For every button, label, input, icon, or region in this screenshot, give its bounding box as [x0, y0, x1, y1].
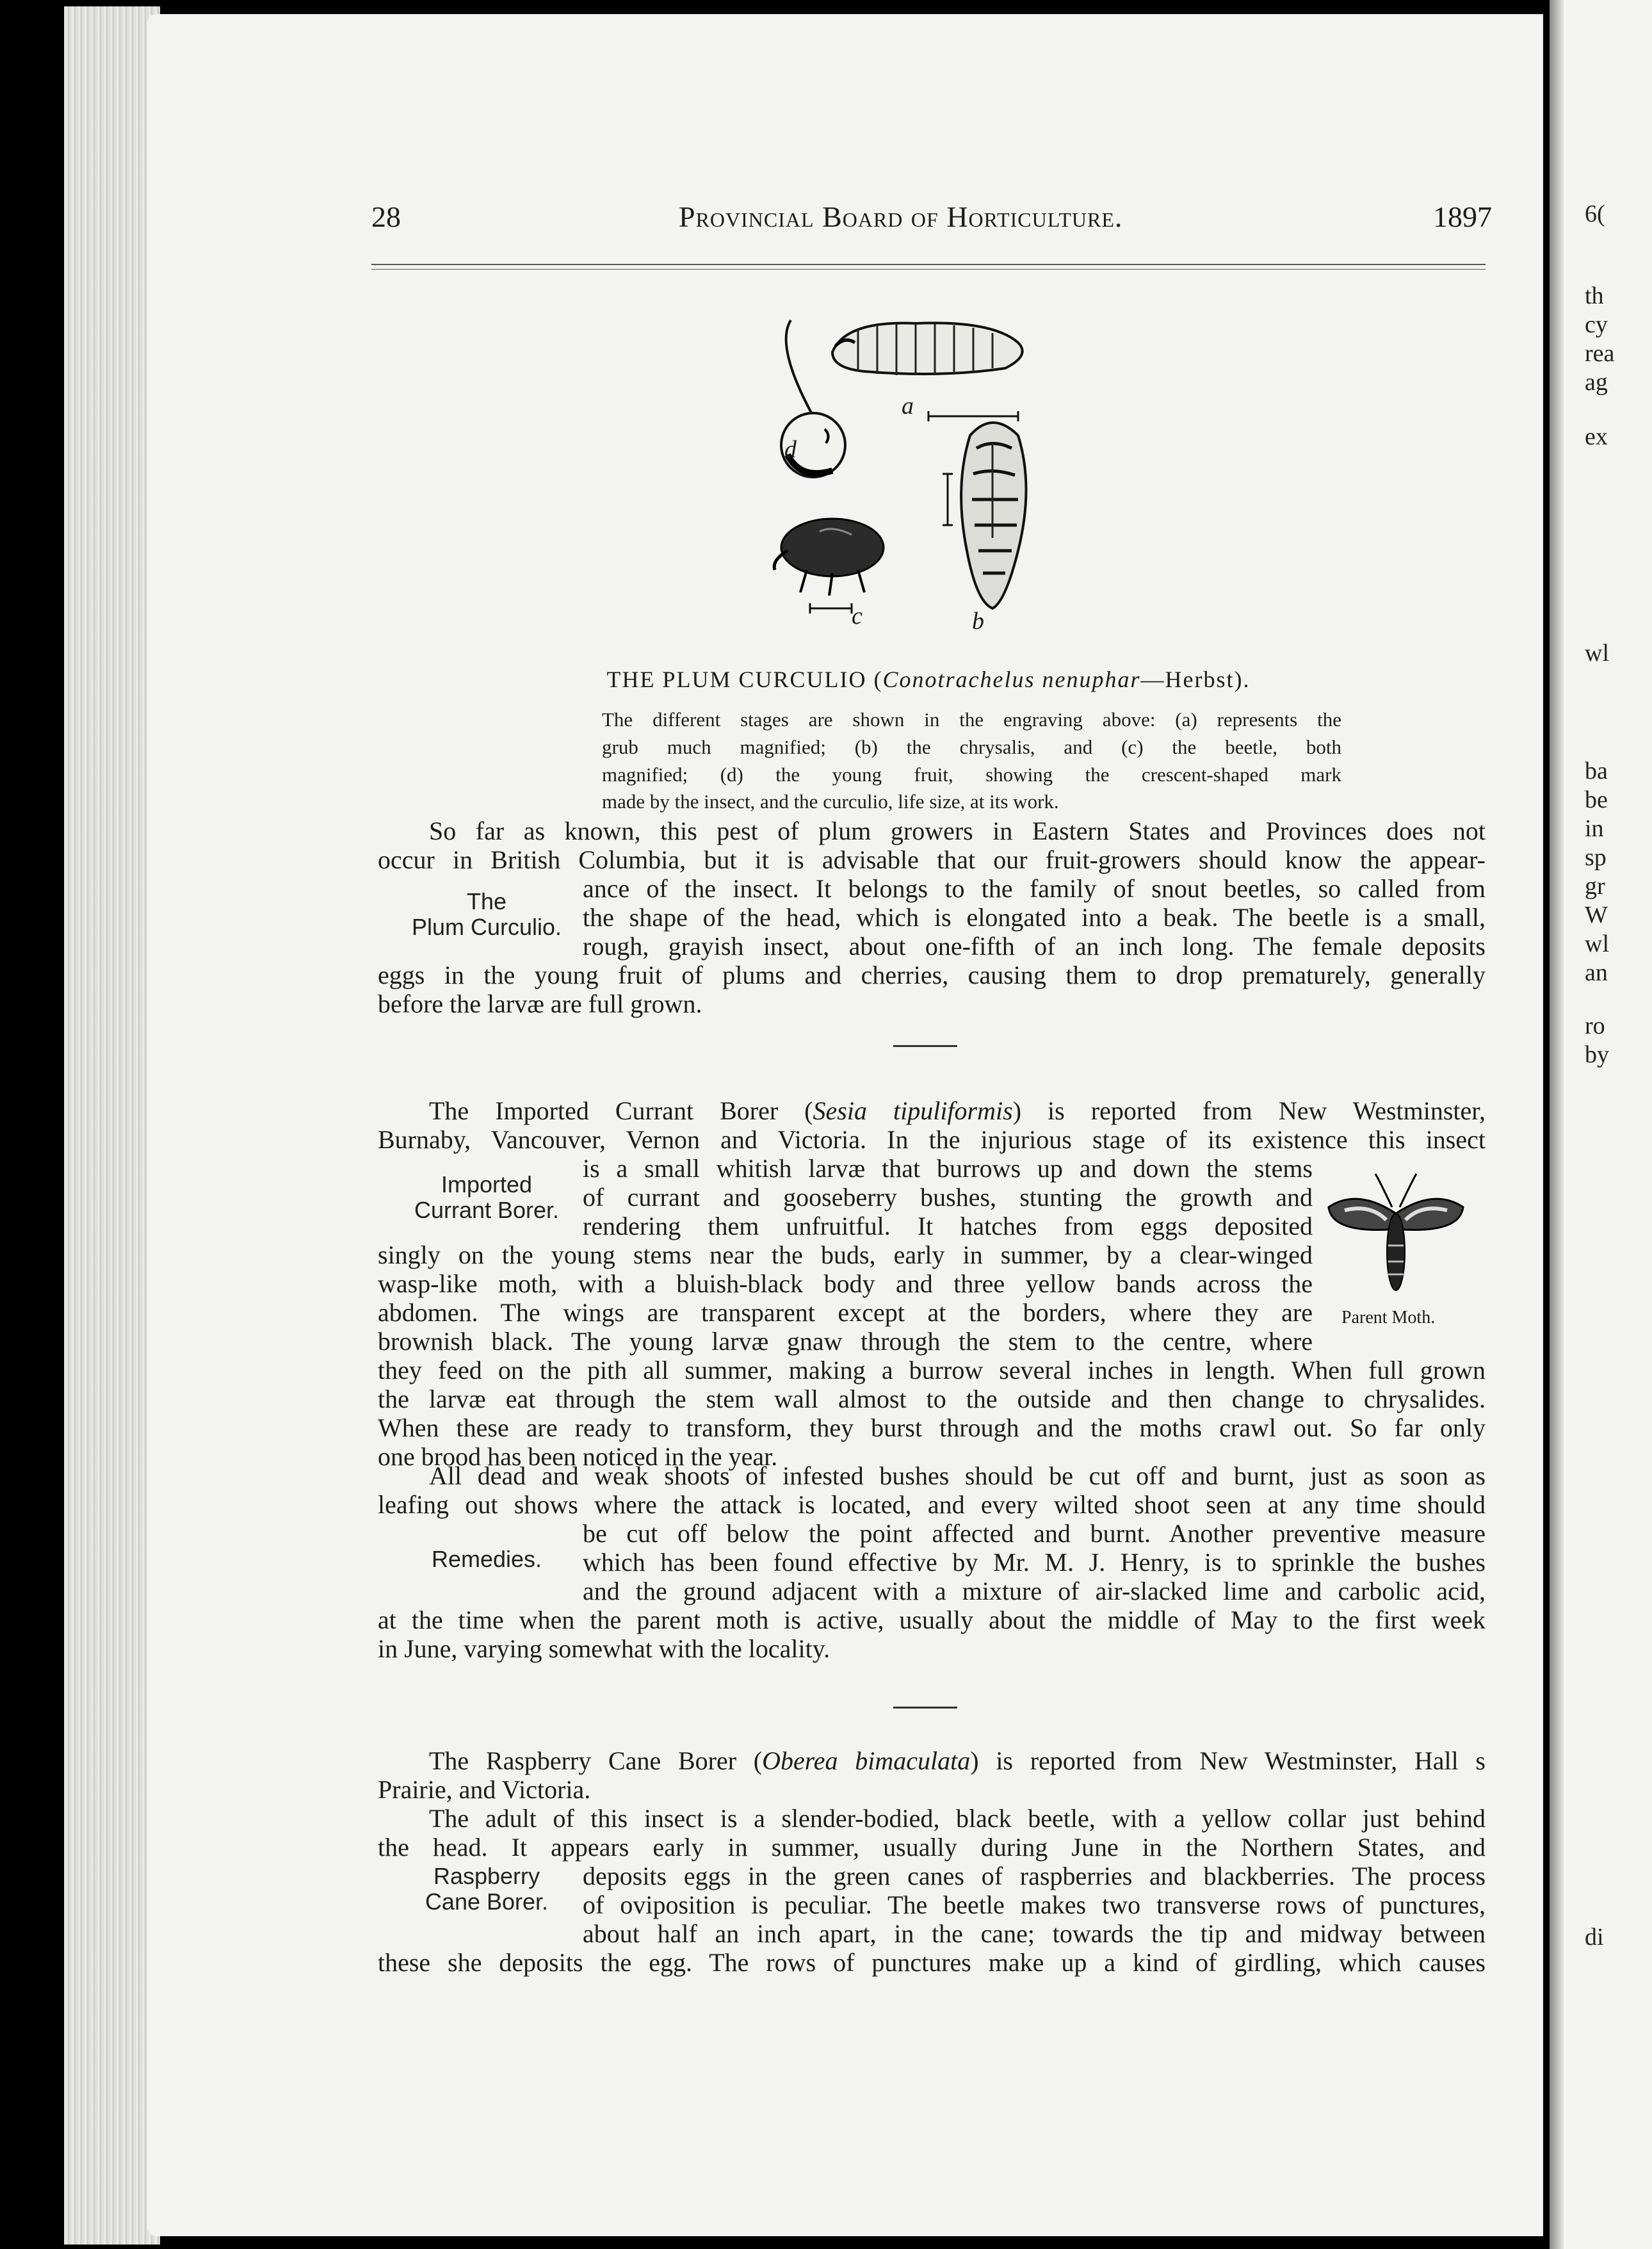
- facing-page-text: gr: [1585, 873, 1605, 900]
- species-name: Oberea bimaculata: [762, 1746, 971, 1775]
- side-heading-currant-borer: Imported Currant Borer.: [414, 1171, 560, 1223]
- currant-borer-paragraph: The Imported Currant Borer (Sesia tipuliformis) is reported from New Westminster, Burnaby, Vancouver, Vernon and Victoria. In the injurious stage of its existence this insect is a small whitish larvæ that burrows up and down the stems of currant and gooseberry bushes, stunting the growth and rendering them unfruitful. It hatches from eggs deposited singly on the young stems near the buds, early in summer, by a clear-winged wasp-like moth, with a bluish-black body and three yellow bands across the abdomen. The wings are transparent except at the borders, where they are brownish black. The young larvæ gnaw through the stem to the centre, where they feed on the pith all summer, making a burrow several inches in length. When full grown the larvæ eat through the stem wall almost to the outside and then change to chrysalides. When these are ready to transform, they burst through and the moths crawl out. So far only one brood has been noticed in the year.: [378, 1096, 1486, 1471]
- facing-page-text: ro: [1585, 1012, 1605, 1039]
- header-rule: [371, 269, 1486, 270]
- side-heading-plum-curculio: The Plum Curculio.: [411, 888, 562, 940]
- facing-page-text: ba: [1585, 758, 1608, 784]
- plum-curculio-paragraph: So far as known, this pest of plum growers in Eastern States and Provinces does not occur in British Columbia, but it is advisable that our fruit-growers should know the appear- ance of the insect. It belongs to the family of snout beetles, so called from the shape of the head, which is elongated into a beak. The beetle is a small, rough, grayish insect, about one-fifth of an inch long. The female deposits eggs in the young fruit of plums and cherries, causing them to drop prematurely, generally before the larvæ are full grown.: [378, 816, 1486, 1018]
- header-rule: [371, 264, 1486, 265]
- facing-page-text: by: [1585, 1041, 1609, 1068]
- page-number: 28: [371, 200, 401, 233]
- figure-caption-body: The different stages are shown in the engraving above: (a) represents the grub much magnified; (b) the chrysalis, and (c) the beetle, both magnified; (d) the young fruit, showing the crescent-shaped mark made by the insect, and the curculio, life size, at its work.: [602, 708, 1341, 813]
- parent-moth-illustration: [1319, 1169, 1473, 1297]
- header-year: 1897: [1433, 200, 1492, 233]
- facing-page-text: wl: [1585, 930, 1609, 957]
- book-gutter: [1550, 0, 1564, 2249]
- side-heading-raspberry-cane-borer: Raspberry Cane Borer.: [425, 1863, 549, 1915]
- facing-page-text: 6(: [1585, 200, 1605, 227]
- facing-page-text: W: [1585, 902, 1608, 929]
- facing-page-fragment: [1550, 0, 1652, 2249]
- figure-label-a: a: [902, 393, 914, 419]
- facing-page-text: di: [1585, 1924, 1604, 1951]
- facing-page-text: wl: [1585, 640, 1609, 667]
- beetle-illustration: [774, 519, 884, 613]
- figure-caption-title: THE PLUM CURCULIO (Conotrachelus nenuphar—Herbst).: [606, 667, 1251, 692]
- facing-page-text: an: [1585, 959, 1608, 986]
- raspberry-cane-borer-paragraph: The Raspberry Cane Borer (Oberea bimaculata) is reported from New Westminster, Hall s Prairie, and Victoria. The adult of this insect is a slender-bodied, black beetle, with a yellow collar just behind the head. It appears early in summer, usually during June in the Northern States, and deposits eggs in the green canes of raspberries and blackberries. The process of oviposition is peculiar. The beetle makes two transverse rows of punctures, about half an inch apart, in the cane; towards the tip and midway between these she deposits the egg. The rows of punctures make up a kind of girdling, which causes: [378, 1746, 1486, 1977]
- section-separator: [893, 1707, 957, 1709]
- running-title: Provincial Board of Horticulture.: [679, 200, 1123, 233]
- chrysalis-illustration: [943, 423, 1026, 608]
- plum-curculio-engraving: [749, 307, 1114, 640]
- section-separator: [893, 1045, 957, 1047]
- facing-page-text: cy: [1585, 311, 1608, 338]
- facing-page-text: th: [1585, 282, 1604, 309]
- grub-illustration: [832, 323, 1023, 421]
- figure-label-d: d: [784, 436, 797, 463]
- page-edges: [64, 6, 160, 2245]
- facing-page-text: in: [1585, 815, 1604, 842]
- facing-page-text: ex: [1585, 423, 1608, 450]
- facing-page-text: be: [1585, 786, 1608, 813]
- facing-page-text: ag: [1585, 369, 1608, 396]
- facing-page-text: rea: [1585, 340, 1615, 367]
- remedies-paragraph: All dead and weak shoots of infested bushes should be cut off and burnt, just as soon as leafing out shows where the attack is located, and every wilted shoot seen at any time should be cut off below the point affected and burnt. Another preventive measure which has been found effective by Mr. M. J. Henry, is to sprinkle the bushes and the ground adjacent with a mixture of air-slacked lime and carbolic acid, at the time when the parent moth is active, usually about the middle of May to the first week in June, varying somewhat with the locality.: [378, 1461, 1486, 1663]
- figure-label-c: c: [852, 603, 862, 629]
- moth-caption: Parent Moth.: [1341, 1308, 1436, 1327]
- facing-page-text: sp: [1585, 844, 1607, 871]
- side-heading-remedies: Remedies.: [431, 1546, 542, 1572]
- species-name: Sesia tipuliformis: [813, 1096, 1013, 1125]
- species-name: Conotrachelus nenuphar: [882, 667, 1141, 692]
- figure-label-b: b: [972, 608, 984, 635]
